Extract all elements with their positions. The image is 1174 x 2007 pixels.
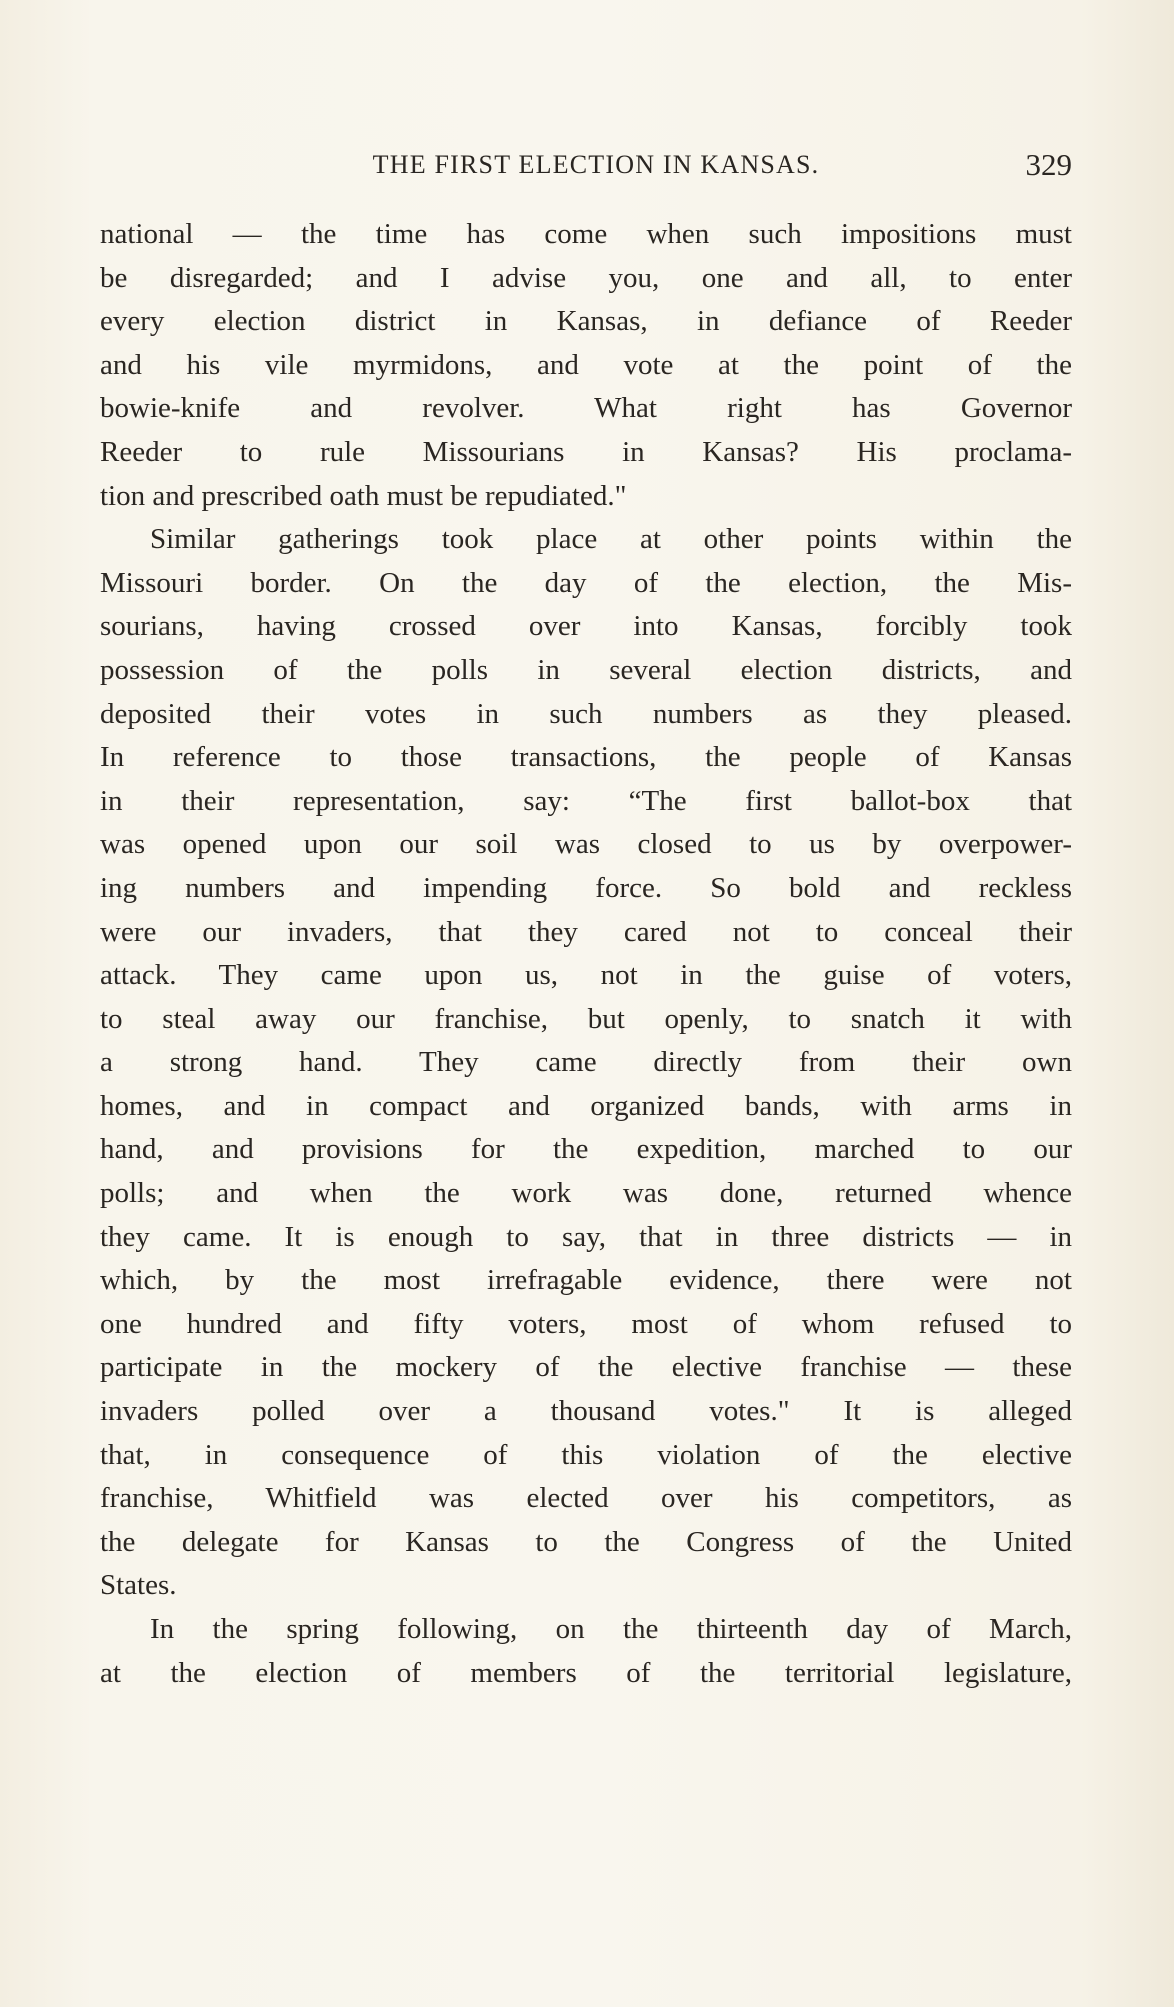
text-line: at the election of members of the territorial legislature, — [100, 1656, 1072, 1689]
text-line: polls; and when the work was done, returned whence — [100, 1177, 1072, 1210]
text-line: to steal away our franchise, but openly, to snatch it with — [100, 1002, 1072, 1035]
text-line: that, in consequence of this violation of the elective — [100, 1438, 1072, 1471]
text-line: tion and prescribed oath must be repudiated." — [100, 479, 627, 512]
text-line: invaders polled over a thousand votes." It is alleged — [100, 1395, 1072, 1428]
text-line: participate in the mockery of the elective franchise — these — [100, 1351, 1072, 1384]
text-line: bowie-knife and revolver. What right has Governor — [100, 392, 1072, 425]
running-title: THE FIRST ELECTION IN KANSAS. — [372, 150, 820, 179]
text-line: was opened upon our soil was closed to us by overpower- — [100, 828, 1072, 861]
text-line: franchise, Whitfield was elected over his competitors, as — [100, 1482, 1072, 1515]
text-line: they came. It is enough to say, that in three districts — in — [100, 1220, 1072, 1253]
page-number: 329 — [1025, 147, 1072, 182]
page-header — [100, 140, 1072, 190]
text-line: possession of the polls in several election districts, and — [100, 653, 1072, 686]
text-line: hand, and provisions for the expedition, marched to our — [100, 1133, 1072, 1166]
text-line: in their representation, say: “The first ballot-box that — [100, 784, 1072, 817]
text-line: Similar gatherings took place at other points within the — [150, 523, 1072, 556]
text-line: the delegate for Kansas to the Congress of the United — [100, 1525, 1072, 1558]
text-line: be disregarded; and I advise you, one and all, to enter — [100, 261, 1072, 294]
text-line: national — the time has come when such impositions must — [100, 218, 1072, 250]
text-line: In reference to those transactions, the people of Kansas — [100, 741, 1072, 774]
body-text — [100, 213, 1072, 1695]
text-line: homes, and in compact and organized bands, with arms in — [100, 1089, 1072, 1122]
text-line: States. — [100, 1569, 177, 1602]
text-line: Missouri border. On the day of the election, the Mis- — [100, 566, 1072, 599]
text-line: which, by the most irrefragable evidence, there were not — [100, 1264, 1072, 1297]
text-line: every election district in Kansas, in defiance of Reeder — [100, 305, 1072, 338]
text-line: were our invaders, that they cared not to conceal their — [100, 915, 1072, 948]
text-line: Reeder to rule Missourians in Kansas? His proclama- — [100, 435, 1072, 468]
text-line: deposited their votes in such numbers as they pleased. — [100, 697, 1072, 730]
text-line: and his vile myrmidons, and vote at the point of the — [100, 348, 1072, 381]
text-line: attack. They came upon us, not in the guise of voters, — [100, 959, 1072, 992]
text-line: ing numbers and impending force. So bold and reckless — [100, 871, 1072, 904]
text-line: a strong hand. They came directly from their own — [100, 1046, 1072, 1079]
text-line: one hundred and fifty voters, most of whom refused to — [100, 1307, 1072, 1340]
text-line: In the spring following, on the thirteenth day of March, — [150, 1613, 1072, 1645]
text-line: sourians, having crossed over into Kansas, forcibly took — [100, 610, 1072, 643]
